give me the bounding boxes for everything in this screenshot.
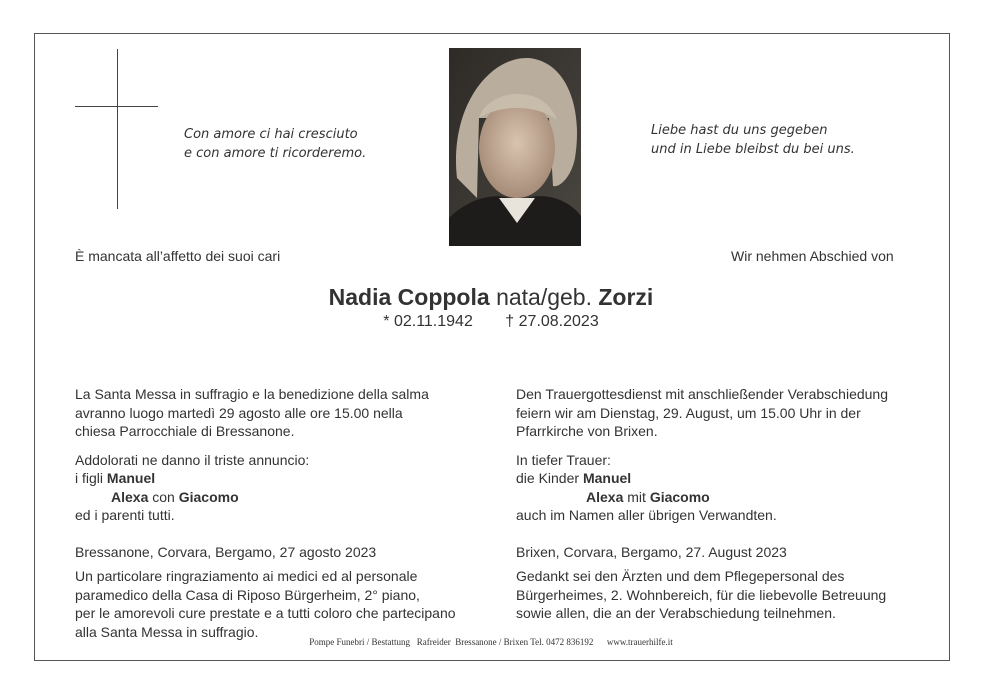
thanks-text: alla Santa Messa in suffragio.: [75, 623, 259, 640]
thanks-text: sowie allen, die an der Verabschiedung teilnehmen.: [516, 605, 836, 621]
cross-icon-vertical: [117, 49, 118, 209]
verse-italian-line: Con amore ci hai cresciuto: [184, 127, 358, 142]
verse-german-line: Liebe hast du uns gegeben: [651, 123, 828, 138]
with-word: con: [152, 488, 175, 505]
children-prefix: die Kinder: [516, 470, 580, 486]
relatives-text: ed i parenti tutti.: [75, 507, 175, 523]
birth-date: * 02.11.1942: [383, 313, 473, 330]
children-line: [75, 469, 495, 488]
child-name: Alexa: [111, 488, 149, 505]
intro-italian: È mancata all’affetto dei suoi cari: [75, 248, 281, 264]
thanks-text: Bürgerheimes, 2. Wohnbereich, für die liebevolle Betreuung: [516, 586, 887, 603]
german-column: [516, 385, 936, 623]
life-dates: [0, 313, 982, 331]
children-line: [516, 488, 936, 507]
deceased-full-name: Nadia Coppola: [328, 284, 490, 310]
mass-text: Den Trauergottesdienst mit anschließender Verabschiedung: [516, 386, 888, 402]
italian-column: [75, 385, 495, 641]
children-prefix: i figli: [75, 470, 104, 486]
partner-name: Giacomo: [178, 488, 239, 505]
mass-text: chiesa Parrocchiale di Bressanone.: [75, 423, 295, 439]
verse-italian-line: e con amore ti ricorderemo.: [184, 146, 367, 161]
announcement: Addolorati ne danno il triste annuncio:: [75, 451, 310, 468]
relatives-text: auch im Namen aller übrigen Verwandten.: [516, 507, 777, 523]
deceased-name: [0, 284, 982, 311]
mass-text: feiern wir am Dienstag, 29. August, um 15.00 Uhr in der: [516, 404, 861, 421]
mass-text: La Santa Messa in suffragio e la benedizione della salma: [75, 386, 429, 402]
thanks-text: Gedankt sei den Ärzten und dem Pflegepersonal des: [516, 568, 845, 584]
announcement: In tiefer Trauer:: [516, 451, 611, 468]
child-name: Manuel: [582, 470, 632, 486]
place-date: Bressanone, Corvara, Bergamo, 27 agosto 2023: [75, 543, 377, 560]
death-date: † 27.08.2023: [505, 313, 599, 330]
verse-german: [651, 121, 855, 159]
thanks-text: per le amorevoli cure prestate e a tutti coloro che partecipano: [75, 605, 456, 621]
portrait-photo: [449, 48, 581, 246]
maiden-name: Zorzi: [598, 284, 654, 310]
place-date: Brixen, Corvara, Bergamo, 27. August 2023: [516, 543, 787, 560]
cross-icon-horizontal: [75, 106, 158, 107]
children-line: [516, 469, 936, 488]
funeral-home-footer: Pompe Funebri / Bestattung Rafreider Bressanone / Brixen Tel. 0472 836192 www.trauerhilfe.it: [309, 637, 673, 647]
thanks-text: paramedico della Casa di Riposo Bürgerheim, 2° piano,: [75, 586, 420, 603]
verse-german-line: und in Liebe bleibst du bei uns.: [651, 142, 855, 157]
child-name: Manuel: [106, 470, 156, 486]
partner-name: Giacomo: [649, 488, 710, 505]
children-line: [75, 488, 495, 507]
intro-german: Wir nehmen Abschied von: [731, 248, 894, 264]
mass-text: Pfarrkirche von Brixen.: [516, 423, 658, 439]
name-connector: nata/geb.: [496, 284, 592, 310]
child-name: Alexa: [586, 488, 624, 505]
with-word: mit: [627, 488, 646, 505]
thanks-text: Un particolare ringraziamento ai medici ed al personale: [75, 568, 418, 584]
verse-italian: [184, 125, 367, 163]
mass-text: avranno luogo martedì 29 agosto alle ore 15.00 nella: [75, 404, 403, 421]
